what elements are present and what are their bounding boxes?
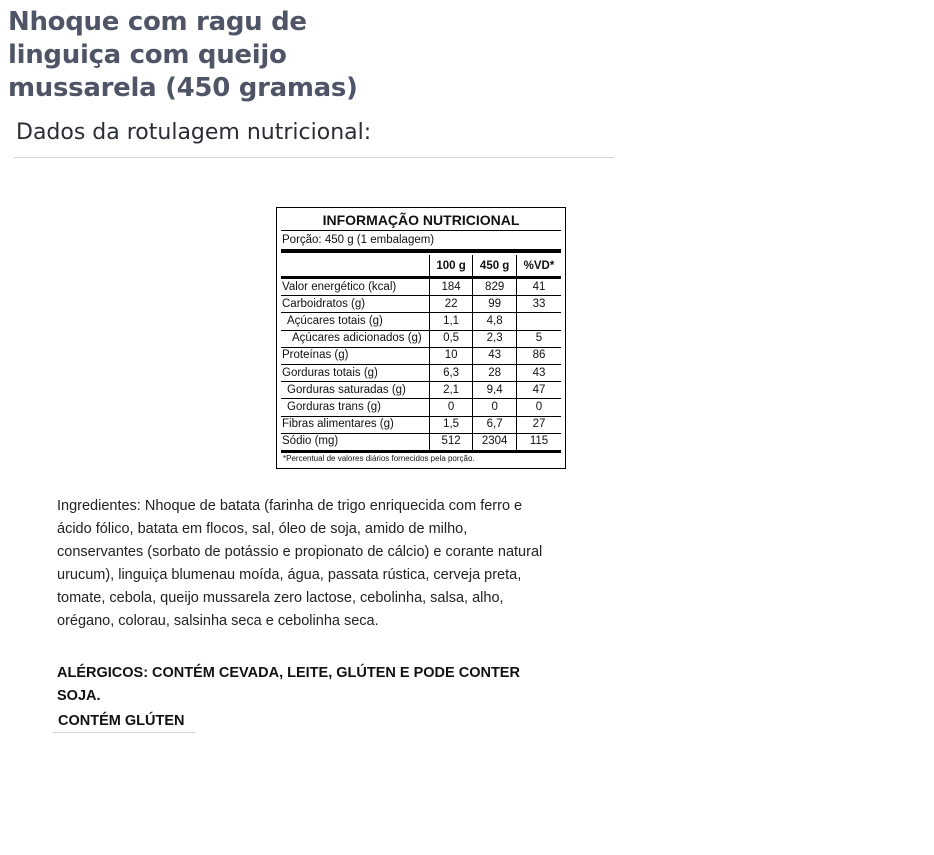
table-row: [281, 382, 561, 399]
value-100g: 0,5: [429, 330, 472, 347]
value-vd: 5: [516, 330, 561, 347]
value-vd: 27: [516, 416, 561, 433]
table-row: [281, 313, 561, 330]
table-row: [281, 399, 561, 416]
value-100g: 22: [429, 296, 472, 313]
section-subtitle: Dados da rotulagem nutricional:: [16, 120, 372, 145]
nutrition-table: [281, 255, 561, 453]
table-row: [281, 330, 561, 347]
subtitle-divider: [14, 157, 614, 158]
ingredients-text: Ingredientes: Nhoque de batata (farinha de trigo enriquecida com ferro e ácido fólico, batata em flocos, sal, óleo de soja, amido de milho, conservantes (sorbato de potássio e propionato de cálcio) e corante natural urucum), linguiça blumenau moída, água, passata rústica, cerveja preta, tomate, cebola, queijo mussarela zero lactose, cebolinha, salsa, alho, orégano, colorau, salsinha seca e cebolinha seca.: [57, 498, 543, 629]
portion-size: Porção: 450 g (1 embalagem): [281, 230, 561, 249]
gluten-divider: [53, 732, 195, 733]
value-450g: 6,7: [473, 416, 517, 433]
value-vd: 33: [516, 296, 561, 313]
value-100g: 184: [429, 278, 472, 296]
value-450g: 99: [473, 296, 517, 313]
nutrient-label: Gorduras trans (g): [281, 399, 429, 416]
value-vd: 0: [516, 399, 561, 416]
allergens-text: ALÉRGICOS: CONTÉM CEVADA, LEITE, GLÚTEN E PODE CONTER SOJA.: [57, 665, 520, 704]
value-vd: 86: [516, 347, 561, 364]
value-100g: 1,1: [429, 313, 472, 330]
value-100g: 6,3: [429, 364, 472, 381]
value-450g: 2,3: [473, 330, 517, 347]
column-header-100g: 100 g: [429, 255, 472, 278]
value-100g: 512: [429, 433, 472, 451]
value-450g: 829: [473, 278, 517, 296]
nutrient-label: Sódio (mg): [281, 433, 429, 451]
nutrient-label: Fibras alimentares (g): [281, 416, 429, 433]
nutrient-label: Açúcares adicionados (g): [281, 330, 429, 347]
nutrient-label: Valor energético (kcal): [281, 278, 429, 296]
nutrition-footnote: *Percentual de valores diários fornecidos pela porção.: [283, 453, 475, 463]
column-header-450g: 450 g: [473, 255, 517, 278]
nutrition-facts-panel: [276, 207, 566, 469]
column-header-nutrient: [281, 255, 429, 278]
nutrition-header: INFORMAÇÃO NUTRICIONAL: [322, 212, 520, 228]
nutrient-label: Gorduras totais (g): [281, 364, 429, 381]
table-row: [281, 433, 561, 451]
value-450g: 28: [473, 364, 517, 381]
gluten-warning: CONTÉM GLÚTEN: [58, 713, 185, 729]
product-title: Nhoque com ragu de linguiça com queijo mussarela (450 gramas): [8, 7, 358, 103]
value-100g: 10: [429, 347, 472, 364]
thick-divider: [281, 249, 561, 253]
column-header-vd: %VD*: [516, 255, 561, 278]
value-100g: 0: [429, 399, 472, 416]
value-vd: 41: [516, 278, 561, 296]
value-100g: 1,5: [429, 416, 472, 433]
value-vd: 43: [516, 364, 561, 381]
nutrient-label: Proteínas (g): [281, 347, 429, 364]
value-vd: 47: [516, 382, 561, 399]
value-vd: [516, 313, 561, 330]
table-row: [281, 364, 561, 381]
nutrient-label: Gorduras saturadas (g): [281, 382, 429, 399]
value-100g: 2,1: [429, 382, 472, 399]
table-row: [281, 347, 561, 364]
value-450g: 43: [473, 347, 517, 364]
value-450g: 2304: [473, 433, 517, 451]
value-vd: 115: [516, 433, 561, 451]
nutrition-table-header-row: [281, 255, 561, 278]
nutrient-label: Carboidratos (g): [281, 296, 429, 313]
value-450g: 0: [473, 399, 517, 416]
table-row: [281, 278, 561, 296]
nutrient-label: Açúcares totais (g): [281, 313, 429, 330]
value-450g: 4,8: [473, 313, 517, 330]
table-row: [281, 296, 561, 313]
value-450g: 9,4: [473, 382, 517, 399]
table-row: [281, 416, 561, 433]
